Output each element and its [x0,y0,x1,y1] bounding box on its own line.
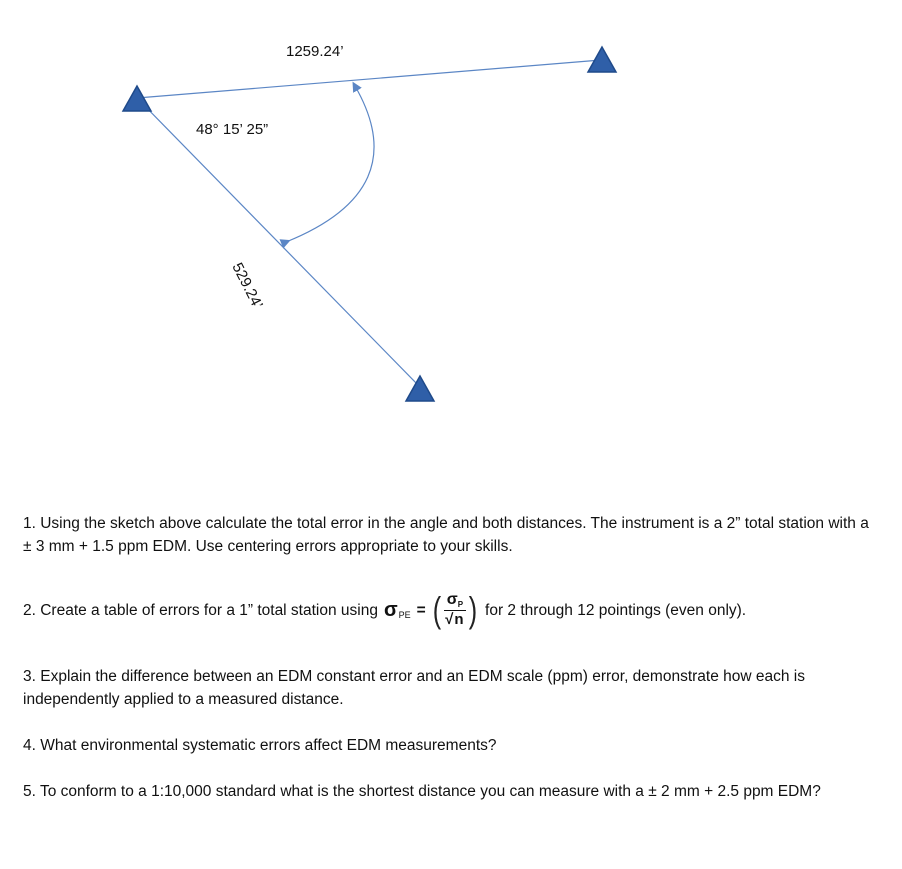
question-3: 3. Explain the difference between an EDM constant error and an EDM scale (ppm) error, demonstrate how each is independently applied to a measured distance. [23,668,806,708]
formula-fraction [444,592,466,628]
formula-numerator [444,592,466,611]
angle-label: 48° 15’ 25” [196,121,269,138]
formula-right-paren: ) [468,589,478,630]
formula-sigma-p: σ [446,591,458,608]
distance-label-left: 529.24’ [228,260,266,312]
question-5: 5. To conform to a 1:10,000 standard what is the shortest distance you can measure with a ± 2 mm + 2.5 ppm EDM? [23,783,821,800]
formula-sub-pe: PE [398,609,411,620]
question-2-suffix: for 2 through 12 pointings (even only). [485,601,747,619]
station-triangle-left [123,86,151,111]
formula-equals: = [416,601,426,619]
question-1: 1. Using the sketch above calculate the total error in the angle and both distances. The instrument is a 2” total station with a ± 3 mm + 1.5 ppm EDM. Use centering errors appropriate to your skills. [23,515,869,555]
station-triangle-right [588,47,616,72]
line-left-distance [137,98,420,387]
distance-label-top: 1259.24’ [286,43,344,60]
angle-arc [286,86,374,242]
pointing-error-formula [383,589,479,630]
formula-sub-p: P [457,600,464,609]
formula-n: n [454,611,464,628]
line-top-distance [137,60,601,98]
question-2 [23,590,873,630]
formula-denominator [445,611,464,628]
formula-sigma-pe: σ [383,599,398,621]
formula-sqrt-symbol: √ [445,611,454,628]
station-triangle-bottom [406,376,434,401]
question-2-prefix: 2. Create a table of errors for a 1” total station using [23,601,378,619]
formula-left-paren: ( [432,589,441,630]
question-4: 4. What environmental systematic errors affect EDM measurements? [23,737,497,754]
